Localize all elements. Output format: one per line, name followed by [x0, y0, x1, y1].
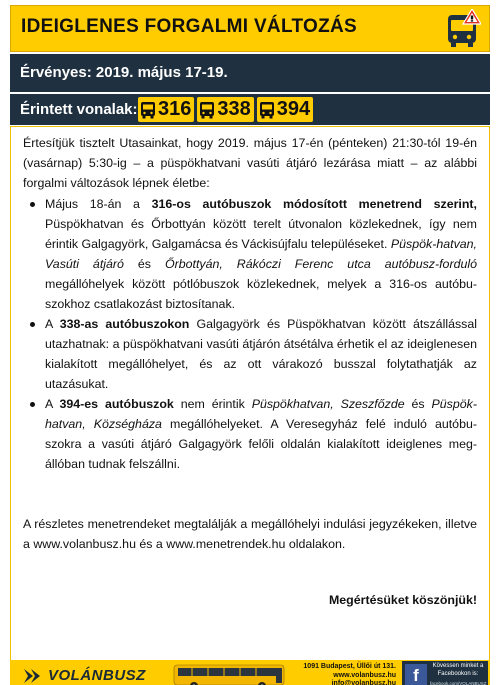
affected-lines-label: Érintett vonalak:: [20, 101, 138, 118]
facebook-icon[interactable]: f: [405, 664, 427, 685]
validity-text: Érvényes: 2019. május 17-19.: [20, 64, 228, 81]
website-link[interactable]: www.volanbusz.hu: [333, 671, 396, 679]
line-badges: [138, 97, 313, 122]
address-text: 1091 Budapest, Üllői út 131.: [303, 663, 396, 670]
change-list: [23, 194, 477, 474]
bus-icon: [199, 101, 215, 119]
facebook-url[interactable]: facebook.com/VOLANBUSZ: [430, 681, 487, 685]
intro-paragraph: Értesítjük tisztelt Utasainkat, hogy 2019. május 17-én (pénteken) 21:30-tól 19-én (vasárnap) 5:30-ig – a püspökhatvani vasúti átjáró lezárása miatt – az alábbi forgalmi változások lépnek életbe:: [23, 136, 477, 190]
notice-poster: [10, 5, 490, 685]
line-badge: [138, 97, 194, 122]
change-item-338: A 338-as autóbuszokon Galgagyörk és Püspökhatvan között átszállással utazhatnak: a püspökhatvani vasúti átjárón átsétálva érhetik el az ideiglenesen kialakított megállóhelyet, és az ott várakozó busszal folytathatják az utazásukat.: [23, 314, 477, 394]
bus-illustration-icon: [170, 661, 288, 685]
line-badge: [197, 97, 253, 122]
line-number: 338: [217, 98, 251, 120]
affected-lines-bar: [10, 94, 490, 125]
bus-warning-icon: [445, 9, 481, 49]
line-badge: [257, 97, 313, 122]
change-item-316: Május 18-án a 316-os autóbuszok módosított menetrend szerint, Püspökhatvan és Őrbottyán között terelt útvonalon közlekednek, így nem érintik Galgagyörk, Galgamácsa és Váckisújfalu településeket. Püspök-hatvan, Vasúti átjáró és Őrbottyán, Rákóczi Ferenc utca autóbusz-forduló megállóhelyek között pótlóbuszok közlekednek, melyek a 316-os autóbu-szokhoz csatlakozást biztosítanak.: [23, 194, 477, 314]
line-number: 316: [158, 98, 192, 120]
notice-header: [10, 5, 490, 52]
facebook-box[interactable]: [402, 661, 488, 685]
bus-icon: [140, 101, 156, 119]
notice-body: [10, 126, 490, 661]
line-number: 394: [276, 98, 311, 120]
brand-name: VOLÁNBUSZ: [48, 667, 146, 684]
change-item-394: A 394-es autóbuszok nem érintik Püspökhatvan, Szeszfőzde és Püspök-hatvan, Községháza megállóhelyeket. A Veresegyház felé induló autóbu-szokra a vasúti átjáró Galgagyörk felőli oldalán kialakított ideiglenes meg-állóban tudnak felszállni.: [23, 394, 477, 474]
facebook-text: Kövessen minket a Facebookon is:: [432, 663, 484, 677]
notice-title: IDEIGLENES FORGALMI VÁLTOZÁS: [21, 16, 357, 37]
email-link[interactable]: info@volanbusz.hu: [331, 680, 396, 685]
validity-bar: [10, 54, 490, 92]
closing-paragraph: A részletes menetrendeket megtalálják a megállóhelyi indulási jegyzékeken, illetve a www.volanbusz.hu és a www.menetrendek.hu oldalakon.: [23, 517, 477, 551]
footer: [10, 660, 490, 685]
volanbusz-logo-icon: [22, 666, 44, 685]
thanks-text: Megértésüket köszönjük!: [328, 593, 477, 607]
bus-icon: [259, 101, 275, 119]
contact-info: [292, 663, 396, 685]
